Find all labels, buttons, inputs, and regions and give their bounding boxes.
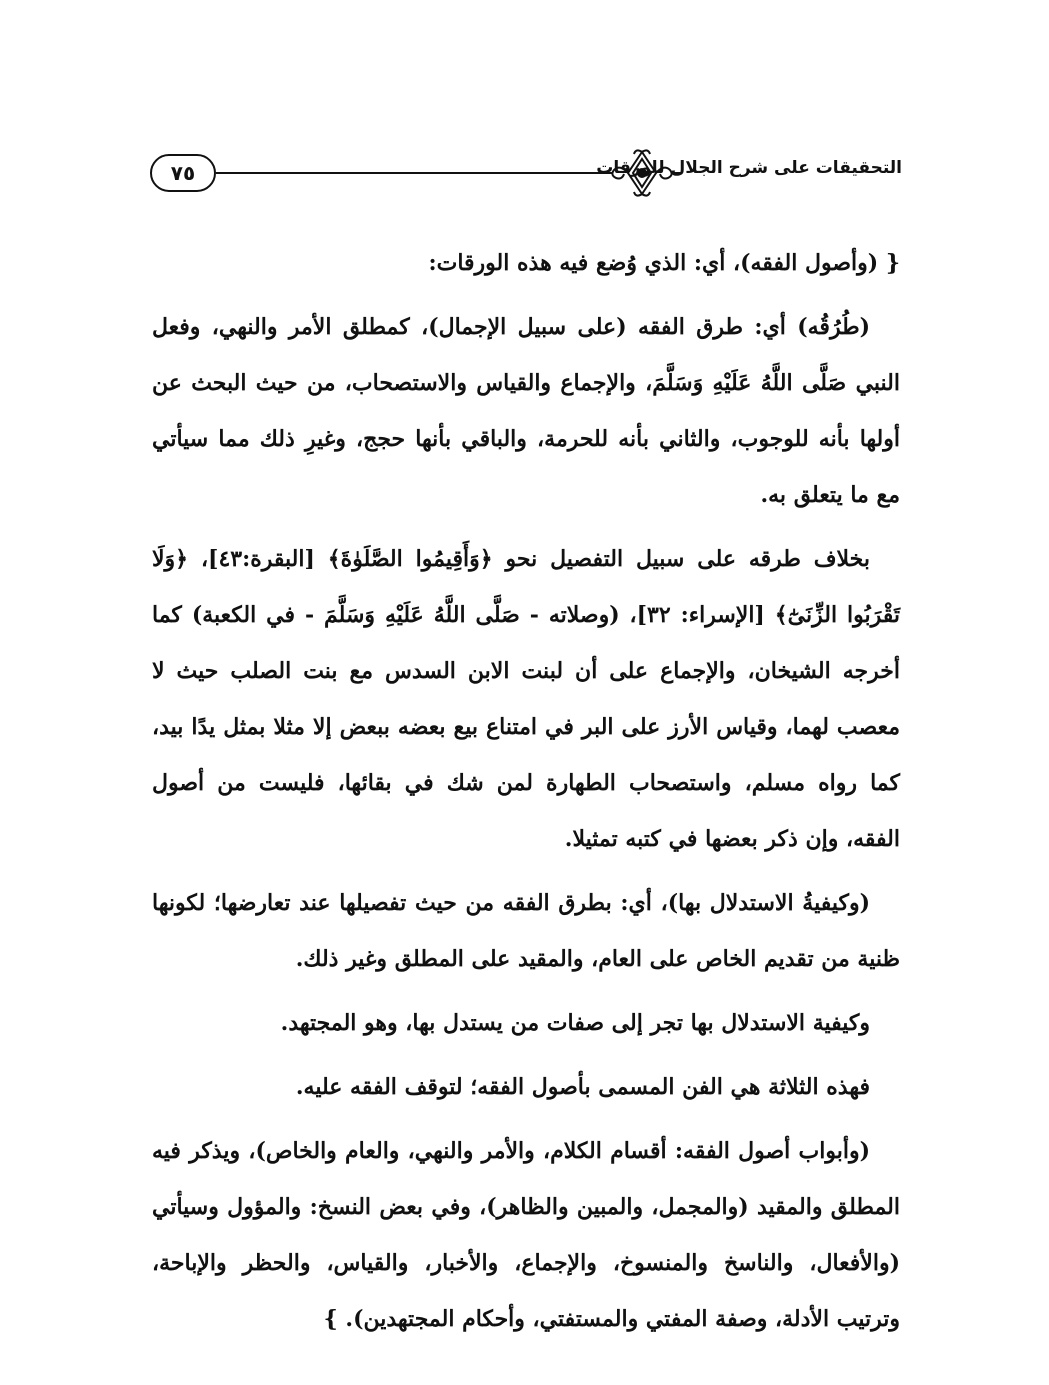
paragraph: { (وأصول الفقه)، أي: الذي وُضع فيه هذه الورقات: (428, 250, 900, 276)
paragraph: وكيفية الاستدلال بها تجر إلى صفات من يستدل بها، وهو المجتهد. (280, 1010, 870, 1036)
running-title: التحقيقات على شرح الجلال للورقات (596, 158, 902, 178)
paragraph: بخلاف طرقه على سبيل التفصيل نحو ﴿وَأَقِيمُوا الصَّلَوٰةَ﴾ [البقرة:٤٣]، ﴿وَلَا تَقْرَبُوا الزِّنَىٰٓ﴾ [الإسراء: ٣٢]، (وصلاته - صَلَّى اللَّهُ عَلَيْهِ وَسَلَّمَ - في الكعبة) كما أخرجه الشيخان، والإجماع على أن لبنت الابن السدس مع بنت الصلب حيث لا معصب لهما، وقياس الأرز على البر في امتناع بيع بعضه ببعض إلا مثلا بمثل يدًا بيد، كما رواه مسلم، واستصحاب الطهارة لمن شك في بقائها، فليست من أصول الفقه، وإن ذكر بعضها في كتبه تمثيلا. (152, 546, 900, 852)
page-header (150, 148, 902, 198)
paragraph: (وأبواب أصول الفقه: أقسام الكلام، والأمر والنهي، والعام والخاص)، ويذكر فيه المطلق والمقيد (والمجمل، والمبين والظاهر)، وفي بعض النسخ: والمؤول وسيأتي (والأفعال، والناسخ والمنسوخ، والإجماع، والأخبار، والقياس، والحظر والإباحة، وترتيب الأدلة، وصفة المفتي والمستفتي، وأحكام المجتهدين). } (152, 1138, 900, 1332)
main-text (152, 235, 900, 1347)
paragraph: (طُرُقُه) أي: طرق الفقه (على سبيل الإجمال)، كمطلق الأمر والنهي، وفعل النبي صَلَّى اللَّهُ عَلَيْهِ وَسَلَّمَ، والإجماع والقياس والاستصحاب، من حيث البحث عن أولها بأنه للوجوب، والثاني بأنه للحرمة، والباقي بأنها حجج، وغيرِ ذلك مما سيأتي مع ما يتعلق به. (152, 314, 900, 508)
header-rule (216, 172, 602, 174)
page-number: ٧٥ (150, 154, 216, 192)
paragraph: فهذه الثلاثة هي الفن المسمى بأصول الفقه؛ لتوقف الفقه عليه. (295, 1074, 870, 1100)
paragraph: (وكيفيةُ الاستدلال بها)، أي: بطرق الفقه من حيث تفصيلها عند تعارضها؛ لكونها ظنية من تقديم الخاص على العام، والمقيد على المطلق وغير ذلك. (152, 890, 900, 972)
